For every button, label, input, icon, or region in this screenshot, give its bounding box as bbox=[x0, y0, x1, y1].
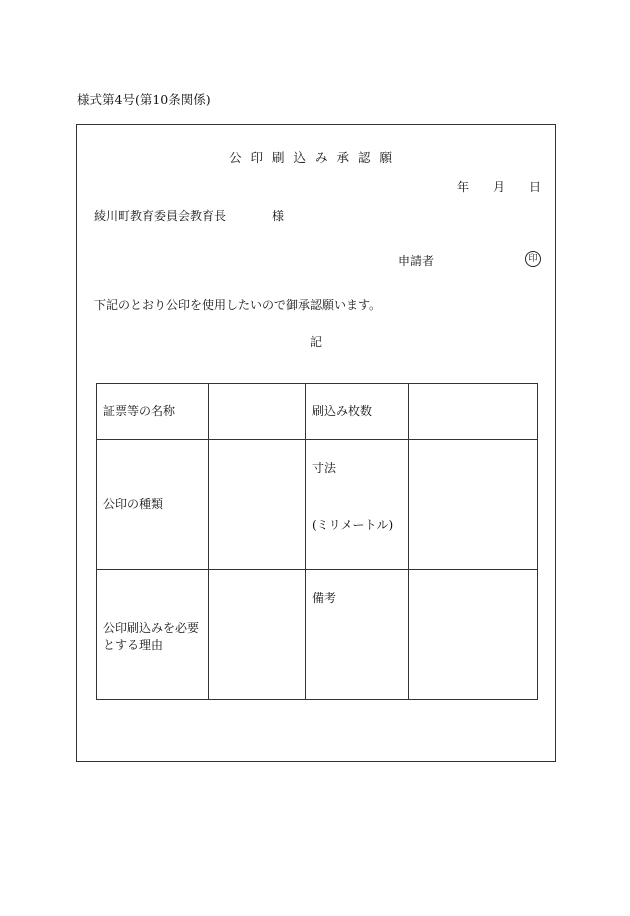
form-title: 公印刷込み承認願 bbox=[228, 150, 401, 165]
print-count-label: 刷込み枚数 bbox=[306, 384, 409, 440]
remarks-label: 備考 bbox=[306, 570, 409, 700]
date-day-label: 日 bbox=[529, 180, 542, 194]
remarks-value bbox=[409, 570, 538, 700]
reason-value bbox=[209, 570, 306, 700]
print-count-value bbox=[409, 384, 538, 440]
table-row bbox=[97, 384, 538, 440]
seal-type-label: 公印の種類 bbox=[97, 440, 209, 570]
reason-label-line1: 公印刷込みを必要 bbox=[103, 621, 200, 635]
table-row bbox=[97, 570, 538, 700]
size-unit: (ミリメートル) bbox=[312, 518, 394, 533]
date-month-label: 月 bbox=[493, 180, 506, 194]
certificate-name-value bbox=[209, 384, 306, 440]
reason-label-line2: とする理由 bbox=[103, 638, 164, 653]
applicant-label: 申請者 bbox=[398, 254, 435, 268]
detail-table bbox=[96, 383, 538, 700]
reason-label bbox=[97, 570, 209, 700]
date-year-label: 年 bbox=[457, 180, 470, 194]
ki-heading: 記 bbox=[310, 335, 323, 349]
size-value bbox=[409, 440, 538, 570]
request-text: 下記のとおり公印を使用したいので御承認願います。 bbox=[94, 298, 382, 312]
table-row bbox=[97, 440, 538, 570]
addressee: 綾川町教育委員会教育長 bbox=[94, 209, 227, 223]
size-label: 寸法 bbox=[312, 461, 337, 475]
seal-mark-icon: 印 bbox=[525, 251, 541, 267]
form-number: 様式第4号(第10条関係) bbox=[77, 92, 211, 107]
seal-type-value bbox=[209, 440, 306, 570]
size-cell bbox=[306, 440, 409, 570]
certificate-name-label: 証票等の名称 bbox=[97, 384, 209, 440]
honorific: 様 bbox=[272, 209, 285, 223]
